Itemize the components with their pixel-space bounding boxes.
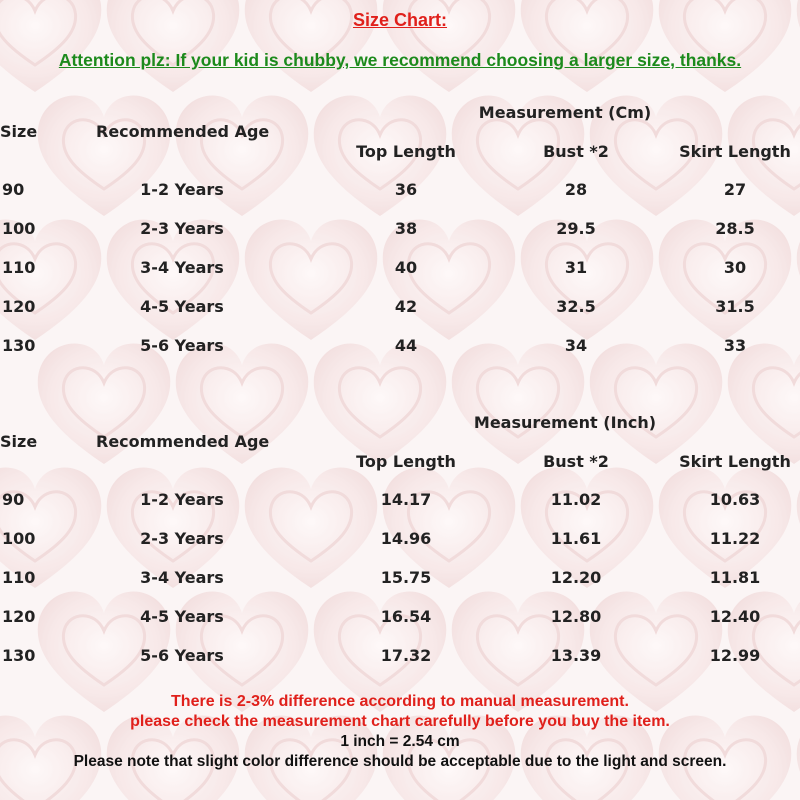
skirt-length-cell: 33 xyxy=(723,336,747,355)
measurement-heading-cm: Measurement (Cm) xyxy=(478,103,652,122)
size-cell: 110 xyxy=(2,568,36,587)
column-header-skirt-length: Skirt Length xyxy=(679,142,791,161)
age-cell: 1-2 Years xyxy=(140,180,224,199)
bust-cell: 31 xyxy=(564,258,588,277)
age-cell: 1-2 Years xyxy=(140,490,224,509)
check-note: please check the measurement chart carefully before you buy the item. xyxy=(130,713,670,730)
column-header-bust: Bust *2 xyxy=(543,452,609,471)
size-cell: 100 xyxy=(2,219,36,238)
skirt-length-cell: 12.40 xyxy=(709,607,761,626)
top-length-cell: 44 xyxy=(394,336,418,355)
age-cell: 5-6 Years xyxy=(140,336,224,355)
bust-cell: 11.02 xyxy=(550,490,602,509)
page-title: Size Chart: xyxy=(352,10,448,30)
top-length-cell: 40 xyxy=(394,258,418,277)
bust-cell: 34 xyxy=(564,336,588,355)
top-length-cell: 14.96 xyxy=(380,529,432,548)
skirt-length-cell: 12.99 xyxy=(709,646,761,665)
column-header-size: Size xyxy=(0,432,38,451)
column-header-top-length: Top Length xyxy=(356,452,456,471)
age-cell: 4-5 Years xyxy=(140,297,224,316)
bust-cell: 13.39 xyxy=(550,646,602,665)
difference-note: There is 2-3% difference according to manual measurement. xyxy=(171,693,629,710)
bust-cell: 12.80 xyxy=(550,607,602,626)
size-cell: 130 xyxy=(2,336,36,355)
size-cell: 120 xyxy=(2,297,36,316)
column-header-size: Size xyxy=(0,122,38,141)
size-cell: 110 xyxy=(2,258,36,277)
size-cell: 100 xyxy=(2,529,36,548)
size-cell: 130 xyxy=(2,646,36,665)
bust-cell: 28 xyxy=(564,180,588,199)
size-cell: 90 xyxy=(2,180,25,199)
age-cell: 3-4 Years xyxy=(140,568,224,587)
column-header-top-length: Top Length xyxy=(356,142,456,161)
top-length-cell: 38 xyxy=(394,219,418,238)
skirt-length-cell: 30 xyxy=(723,258,747,277)
column-header-skirt-length: Skirt Length xyxy=(679,452,791,471)
top-length-cell: 14.17 xyxy=(380,490,432,509)
size-cell: 90 xyxy=(2,490,25,509)
skirt-length-cell: 31.5 xyxy=(715,297,755,316)
column-header-age: Recommended Age xyxy=(96,432,270,451)
measurement-heading-inch: Measurement (Inch) xyxy=(473,413,657,432)
skirt-length-cell: 11.22 xyxy=(709,529,761,548)
column-header-bust: Bust *2 xyxy=(543,142,609,161)
skirt-length-cell: 11.81 xyxy=(709,568,761,587)
bust-cell: 29.5 xyxy=(556,219,596,238)
bust-cell: 12.20 xyxy=(550,568,602,587)
top-length-cell: 17.32 xyxy=(380,646,432,665)
top-length-cell: 36 xyxy=(394,180,418,199)
skirt-length-cell: 28.5 xyxy=(715,219,755,238)
top-length-cell: 15.75 xyxy=(380,568,432,587)
skirt-length-cell: 10.63 xyxy=(709,490,761,509)
top-length-cell: 42 xyxy=(394,297,418,316)
top-length-cell: 16.54 xyxy=(380,607,432,626)
age-cell: 3-4 Years xyxy=(140,258,224,277)
column-header-age: Recommended Age xyxy=(96,122,270,141)
age-cell: 4-5 Years xyxy=(140,607,224,626)
color-difference-note: Please note that slight color difference should be acceptable due to the light and screen. xyxy=(73,753,727,770)
size-cell: 120 xyxy=(2,607,36,626)
age-cell: 2-3 Years xyxy=(140,529,224,548)
age-cell: 5-6 Years xyxy=(140,646,224,665)
attention-note: Attention plz: If your kid is chubby, we recommend choosing a larger size, thanks. xyxy=(58,50,742,70)
age-cell: 2-3 Years xyxy=(140,219,224,238)
bust-cell: 11.61 xyxy=(550,529,602,548)
skirt-length-cell: 27 xyxy=(723,180,747,199)
conversion-note: 1 inch = 2.54 cm xyxy=(340,733,460,750)
bust-cell: 32.5 xyxy=(556,297,596,316)
